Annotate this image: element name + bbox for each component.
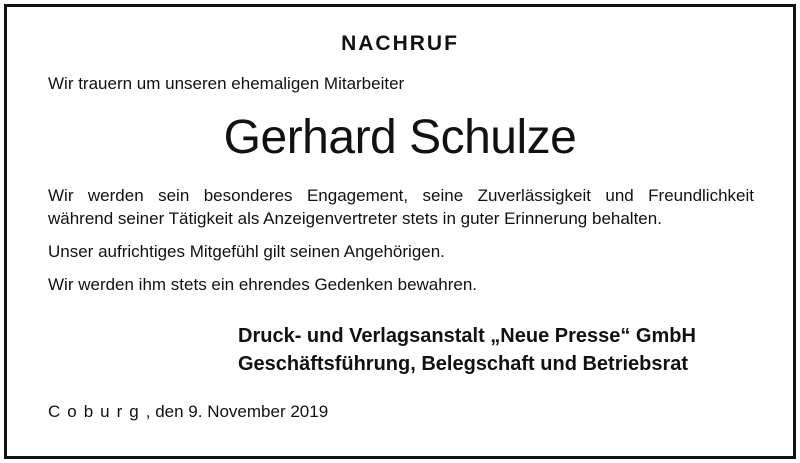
date-text: , den 9. November 2019 xyxy=(145,402,329,421)
deceased-name: Gerhard Schulze xyxy=(223,111,577,164)
place-name: Coburg xyxy=(48,402,146,421)
paragraph-engagement xyxy=(48,184,754,230)
notice-heading: NACHRUF xyxy=(341,32,459,55)
paragraph-engagement-line-1: Wir werden sein besonderes Engagement, seine Zuverlässigkeit und Freundlichkeit xyxy=(48,186,754,205)
notice-border xyxy=(4,4,796,459)
signature-company: Druck- und Verlagsanstalt „Neue Presse“ GmbH xyxy=(238,325,696,347)
paragraph-remembrance: Wir werden ihm stets ein ehrendes Gedenken bewahren. xyxy=(48,275,478,294)
paragraph-condolence: Unser aufrichtiges Mitgefühl gilt seinen Angehörigen. xyxy=(48,242,445,261)
intro-text: Wir trauern um unseren ehemaligen Mitarbeiter xyxy=(48,74,405,93)
signature-staff: Geschäftsführung, Belegschaft und Betriebsrat xyxy=(238,353,689,375)
paragraph-engagement-line-2: während seiner Tätigkeit als Anzeigenvertreter stets in guter Erinnerung behalten. xyxy=(48,209,662,228)
place-and-date xyxy=(48,402,328,422)
